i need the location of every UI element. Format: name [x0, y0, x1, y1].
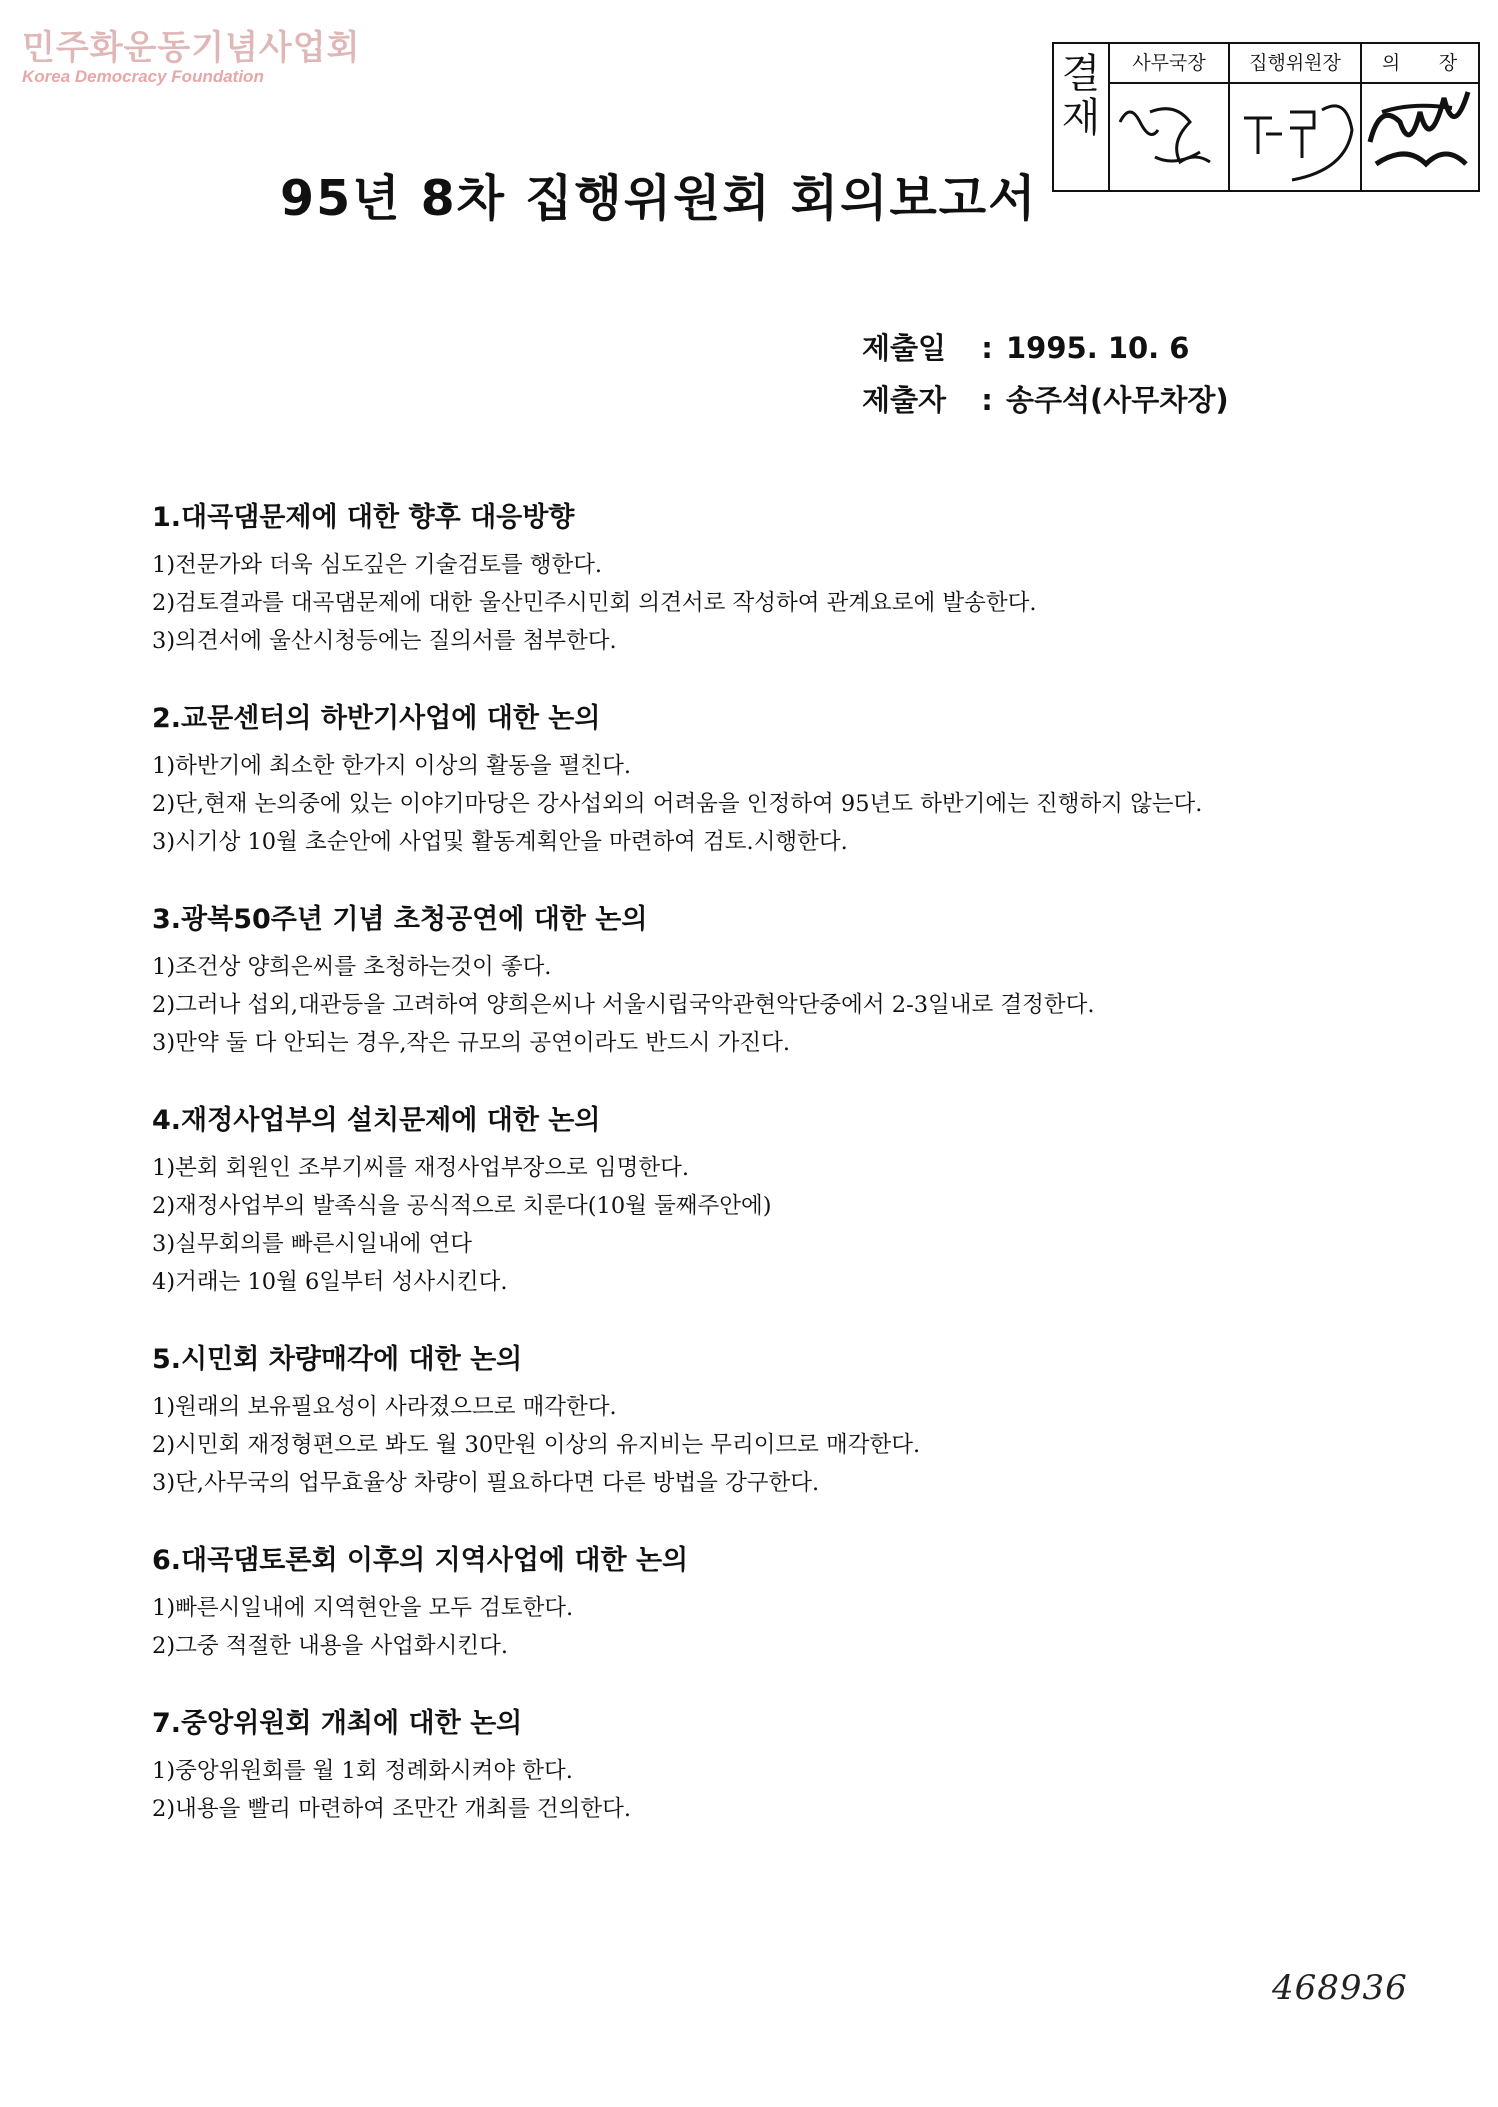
signature-mark-1 — [1110, 82, 1228, 188]
archive-number: 468936 — [1272, 1968, 1408, 2008]
list-item: 1)조건상 양희은씨를 초청하는것이 좋다. — [152, 954, 552, 980]
list-item: 2)내용을 빨리 마련하여 조만간 개최를 건의한다. — [152, 1796, 631, 1822]
submission-info — [862, 322, 1229, 426]
list-item: 3)실무회의를 빠른시일내에 연다 — [152, 1231, 472, 1257]
list-item: 3)만약 둘 다 안되는 경우,작은 규모의 공연이라도 반드시 가진다. — [152, 1030, 790, 1056]
list-item: 1)전문가와 더욱 심도깊은 기술검토를 행한다. — [152, 552, 603, 578]
submitter-label: 제출자 — [862, 383, 947, 417]
section-title: 2.교문센터의 하반기사업에 대한 논의 — [152, 703, 601, 734]
section-2 — [152, 696, 1332, 861]
list-item: 2)검토결과를 대곡댐문제에 대한 울산민주시민회 의견서로 작성하여 관계요로에 발송한다. — [152, 590, 1037, 616]
list-item: 2)재정사업부의 발족식을 공식적으로 치룬다(10월 둘째주안에) — [152, 1193, 772, 1219]
section-title: 4.재정사업부의 설치문제에 대한 논의 — [152, 1105, 601, 1136]
submit-date-value: 1995. 10. 6 — [1006, 331, 1190, 365]
list-item: 1)빠른시일내에 지역현안을 모두 검토한다. — [152, 1595, 574, 1621]
signature-mark-2 — [1230, 82, 1360, 188]
document-title: 95년 8차 집행위원회 회의보고서 — [280, 170, 1038, 227]
list-item: 2)그중 적절한 내용을 사업화시킨다. — [152, 1633, 508, 1659]
submit-date-colon: : — [981, 331, 993, 365]
section-title: 3.광복50주년 기념 초청공연에 대한 논의 — [152, 904, 648, 935]
list-item: 2)단,현재 논의중에 있는 이야기마당은 강사섭외의 어려움을 인정하여 95년도 하반기에는 진행하지 않는다. — [152, 791, 1203, 817]
list-item: 2)시민회 재정형편으로 봐도 월 30만원 이상의 유지비는 무리이므로 매각한다. — [152, 1432, 921, 1458]
list-item: 3)단,사무국의 업무효율상 차량이 필요하다면 다른 방법을 강구한다. — [152, 1470, 820, 1496]
signature-mark-3 — [1362, 82, 1474, 188]
approval-col-secretary: 사무국장 — [1110, 44, 1230, 82]
approval-col-chair: 집행위원장 — [1230, 44, 1362, 82]
signature-cell-president — [1362, 82, 1476, 190]
signature-cell-secretary — [1110, 82, 1230, 190]
list-item: 3)의견서에 울산시청등에는 질의서를 첨부한다. — [152, 628, 617, 654]
section-5 — [152, 1337, 1332, 1502]
approval-col-pres-2: 장 — [1438, 52, 1458, 74]
approval-side-char-1: 결 — [1061, 51, 1101, 97]
watermark-logo — [22, 20, 360, 87]
report-content — [152, 495, 1332, 1864]
signature-cell-chair — [1230, 82, 1362, 190]
section-3 — [152, 897, 1332, 1062]
submit-date-row — [862, 322, 1229, 374]
section-title: 7.중앙위원회 개최에 대한 논의 — [152, 1708, 523, 1739]
list-item: 2)그러나 섭외,대관등을 고려하여 양희은씨나 서울시립국악관현악단중에서 2-3일내로 결정한다. — [152, 992, 1095, 1018]
list-item: 1)본회 회원인 조부기씨를 재정사업부장으로 임명한다. — [152, 1155, 690, 1181]
list-item: 1)원래의 보유필요성이 사라졌으므로 매각한다. — [152, 1394, 617, 1420]
section-7 — [152, 1701, 1332, 1828]
approval-side-label — [1054, 44, 1110, 190]
list-item: 4)거래는 10월 6일부터 성사시킨다. — [152, 1269, 508, 1295]
section-title: 1.대곡댐문제에 대한 향후 대응방향 — [152, 502, 575, 533]
submitter-row — [862, 374, 1229, 426]
section-6 — [152, 1538, 1332, 1665]
approval-side-char-2: 재 — [1061, 95, 1101, 141]
list-item: 3)시기상 10월 초순안에 사업및 활동계획안을 마련하여 검토.시행한다. — [152, 829, 848, 855]
approval-stamp-box — [1052, 42, 1480, 192]
section-title: 5.시민회 차량매각에 대한 논의 — [152, 1344, 523, 1375]
watermark-english: Korea Democracy Foundation — [22, 67, 264, 86]
list-item: 1)중앙위원회를 월 1회 정례화시켜야 한다. — [152, 1758, 573, 1784]
approval-col-pres-1: 의 — [1381, 52, 1401, 74]
submitter-colon: : — [981, 383, 993, 417]
section-1 — [152, 495, 1332, 660]
submit-date-label: 제출일 — [862, 331, 947, 365]
section-title: 6.대곡댐토론회 이후의 지역사업에 대한 논의 — [152, 1545, 689, 1576]
section-4 — [152, 1098, 1332, 1301]
list-item: 1)하반기에 최소한 한가지 이상의 활동을 펼친다. — [152, 753, 631, 779]
submitter-value: 송주석(사무차장) — [1006, 383, 1229, 417]
watermark-korean: 민주화운동기념사업회 — [22, 28, 361, 68]
